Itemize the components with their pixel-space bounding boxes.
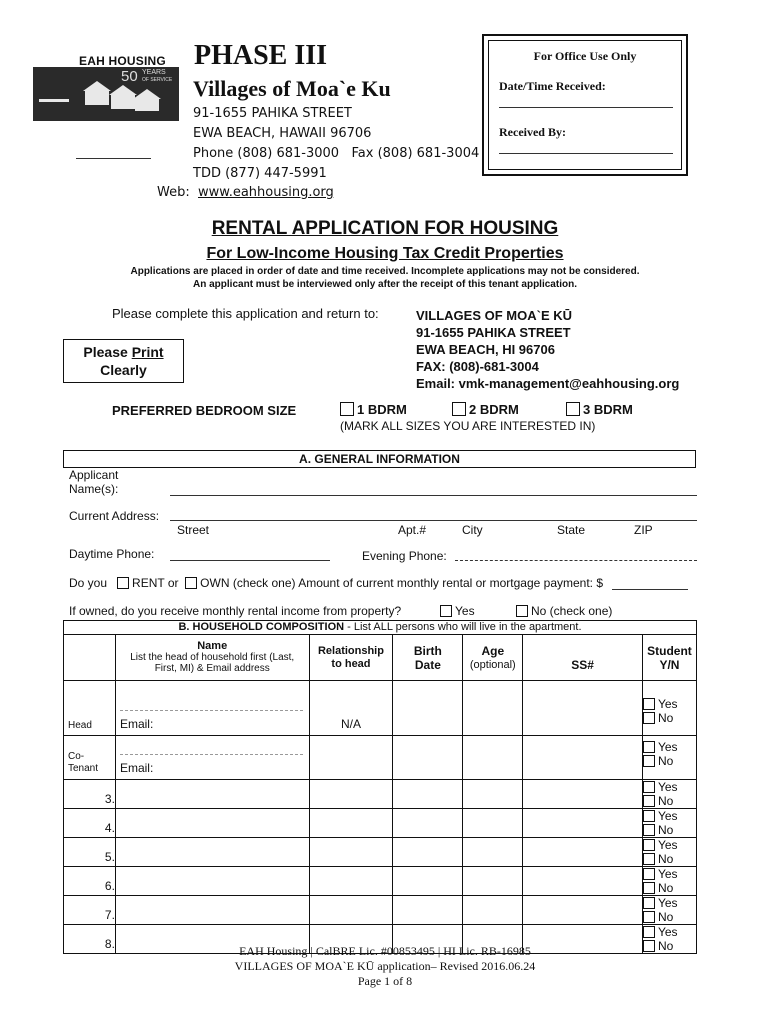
- bedroom-note: (MARK ALL SIZES YOU ARE INTERESTED IN): [340, 419, 596, 433]
- head-student-cell: [642, 681, 696, 736]
- rental-income-yes-checkbox[interactable]: [440, 605, 452, 617]
- return-city: EWA BEACH, HI 96706: [416, 342, 555, 357]
- row-cotenant-label: [64, 736, 116, 780]
- date-received-label: Date/Time Received:: [499, 79, 606, 93]
- member-student-cell: [642, 896, 696, 925]
- evening-phone-label: Evening Phone:: [362, 549, 447, 563]
- header-phone-line: [193, 146, 479, 161]
- member-ss-cell[interactable]: [523, 867, 643, 896]
- header-street: 91-1655 PAHIKA STREET: [193, 106, 352, 121]
- bedroom-2-option[interactable]: [452, 402, 519, 417]
- member-student-no[interactable]: [643, 794, 696, 808]
- member-no-label: No: [657, 881, 674, 895]
- member-no-checkbox[interactable]: [643, 882, 655, 894]
- footer-license: EAH Housing | CalBRE Lic. #00853495 | HI Lic. RB-16985: [239, 944, 531, 958]
- bedroom-3-label: 3 BDRM: [583, 402, 633, 417]
- applicant-names-label: [69, 468, 118, 496]
- member-student-no[interactable]: [643, 881, 696, 895]
- cotenant-name-cell[interactable]: [115, 736, 309, 780]
- member-name-cell[interactable]: [115, 867, 309, 896]
- member-name-cell[interactable]: [115, 896, 309, 925]
- member-birth-cell[interactable]: [393, 838, 463, 867]
- head-student-no[interactable]: [643, 711, 696, 725]
- web-link[interactable]: www.eahhousing.org: [198, 185, 334, 200]
- member-yes-label: Yes: [657, 925, 678, 939]
- date-received-field[interactable]: [499, 107, 673, 108]
- col-student-header: [642, 635, 696, 681]
- section-b-title: B. HOUSEHOLD COMPOSITION: [178, 621, 345, 633]
- footer-revision: VILLAGES OF MOA`E KŪ application– Revised 2016.06.24: [234, 959, 536, 973]
- member-relationship-cell[interactable]: [309, 780, 393, 809]
- co-label-2: Tenant: [68, 763, 99, 774]
- cotenant-birth-cell[interactable]: [393, 736, 463, 780]
- web-label: Web:: [157, 185, 190, 200]
- payment-amount-field[interactable]: [612, 589, 688, 590]
- footer: [0, 944, 770, 989]
- head-student-yes[interactable]: [643, 697, 696, 711]
- member-yes-checkbox[interactable]: [643, 810, 655, 822]
- member-relationship-cell[interactable]: [309, 896, 393, 925]
- member-ss-cell[interactable]: [523, 780, 643, 809]
- col-birth2: Date: [414, 657, 441, 672]
- rental-income-no[interactable]: [516, 604, 612, 618]
- member-student-cell: [642, 838, 696, 867]
- print-line-1-text: Please Print: [83, 344, 164, 360]
- member-no-checkbox[interactable]: [643, 824, 655, 836]
- member-ss-cell[interactable]: [523, 838, 643, 867]
- col-age2: (optional): [469, 658, 516, 671]
- household-row: [64, 896, 697, 925]
- do-you-label: Do you: [69, 576, 108, 590]
- member-student-cell: [642, 867, 696, 896]
- col-rel1: Relationship: [317, 644, 384, 657]
- bedroom-1-option[interactable]: [340, 402, 407, 417]
- rental-income-yes[interactable]: [440, 604, 475, 618]
- rent-label: RENT or: [132, 576, 179, 590]
- member-number-cell: 8.: [64, 925, 116, 954]
- member-yes-label: Yes: [657, 867, 678, 881]
- note-2: An applicant must be interviewed only after the receipt of this tenant application.: [193, 279, 577, 290]
- cotenant-student-cell: [642, 736, 696, 780]
- household-table: [63, 634, 697, 954]
- member-relationship-cell[interactable]: [309, 867, 393, 896]
- member-yes-checkbox[interactable]: [643, 839, 655, 851]
- member-student-no[interactable]: [643, 823, 696, 837]
- head-name-cell[interactable]: [115, 681, 309, 736]
- cotenant-no-checkbox[interactable]: [643, 755, 655, 767]
- member-student-cell: [642, 780, 696, 809]
- member-name-cell[interactable]: [115, 809, 309, 838]
- col-student2: Y/N: [659, 657, 680, 672]
- print-line-2: Clearly: [100, 362, 147, 378]
- member-relationship-cell[interactable]: [309, 809, 393, 838]
- address-label: Current Address:: [69, 509, 160, 523]
- city-caption: City: [462, 523, 483, 537]
- logo-years: [142, 69, 172, 84]
- col-student1: Student: [647, 643, 692, 658]
- member-birth-cell[interactable]: [393, 867, 463, 896]
- member-no-label: No: [657, 794, 674, 808]
- member-yes-label: Yes: [657, 896, 678, 910]
- eah-housing-logo: [33, 55, 179, 121]
- col-age-header: [463, 635, 523, 681]
- cotenant-yes-label: Yes: [657, 740, 678, 754]
- member-no-checkbox[interactable]: [643, 853, 655, 865]
- household-row-cotenant: [64, 736, 697, 780]
- return-name: VILLAGES OF MOA`E KŪ: [416, 308, 572, 323]
- applicant-names-field[interactable]: [170, 495, 697, 496]
- member-age-cell[interactable]: [463, 809, 523, 838]
- head-no-checkbox[interactable]: [643, 712, 655, 724]
- footer-page: Page 1 of 8: [357, 974, 413, 988]
- member-no-label: No: [657, 939, 674, 953]
- member-age-cell[interactable]: [463, 780, 523, 809]
- bedroom-3-option[interactable]: [566, 402, 633, 417]
- member-no-checkbox[interactable]: [643, 911, 655, 923]
- member-student-yes[interactable]: [643, 896, 696, 910]
- member-no-label: No: [657, 823, 674, 837]
- member-age-cell[interactable]: [463, 838, 523, 867]
- cotenant-yes-checkbox[interactable]: [643, 741, 655, 753]
- member-birth-cell[interactable]: [393, 809, 463, 838]
- member-no-checkbox[interactable]: [643, 795, 655, 807]
- member-no-label: No: [657, 852, 674, 866]
- member-age-cell[interactable]: [463, 867, 523, 896]
- member-yes-checkbox[interactable]: [643, 897, 655, 909]
- cotenant-student-yes[interactable]: [643, 740, 696, 754]
- member-birth-cell[interactable]: [393, 896, 463, 925]
- own-label: OWN (check one) Amount of current monthly rental or mortgage payment: $: [200, 576, 604, 590]
- phase-title: PHASE III: [194, 40, 328, 71]
- member-yes-label: Yes: [657, 838, 678, 852]
- member-ss-cell[interactable]: [523, 896, 643, 925]
- if-owned-question: If owned, do you receive monthly rental income from property?: [69, 604, 402, 618]
- member-number-cell: 6.: [64, 867, 116, 896]
- member-student-yes[interactable]: [643, 809, 696, 823]
- col-name-title: Name: [197, 640, 228, 652]
- logo-service-text: OF SERVICE: [142, 77, 173, 83]
- member-ss-cell[interactable]: [523, 809, 643, 838]
- logo-years-text: YEARS: [142, 69, 166, 76]
- household-row: [64, 867, 697, 896]
- member-number-cell: 5.: [64, 838, 116, 867]
- col-name-header: [115, 635, 309, 681]
- street-caption: Street: [177, 523, 210, 537]
- cotenant-email-label: Email:: [119, 761, 154, 775]
- household-header-row: [64, 635, 697, 681]
- member-student-no[interactable]: [643, 852, 696, 866]
- member-student-no[interactable]: [643, 910, 696, 924]
- head-email-label: Email:: [119, 717, 154, 731]
- head-ss-cell[interactable]: [523, 681, 643, 736]
- member-yes-label: Yes: [657, 780, 678, 794]
- col-age1: Age: [481, 643, 505, 658]
- header-tdd: TDD (877) 447-5991: [193, 166, 327, 181]
- cotenant-age-cell[interactable]: [463, 736, 523, 780]
- section-b-tail: - List ALL persons who will live in the apartment.: [344, 621, 582, 633]
- header-city: EWA BEACH, HAWAII 96706: [193, 126, 372, 141]
- col-name-sub1: List the head of household first (Last,: [130, 652, 295, 663]
- office-title: For Office Use Only: [533, 49, 637, 63]
- member-rows: [64, 780, 697, 954]
- rent-checkbox[interactable]: [117, 577, 129, 589]
- member-yes-checkbox[interactable]: [643, 868, 655, 880]
- member-yes-label: Yes: [657, 809, 678, 823]
- co-label-1: Co-: [68, 751, 85, 762]
- col-blank-header: [64, 635, 116, 681]
- col-rel2: to head: [331, 657, 371, 670]
- header-web-line: [157, 185, 334, 200]
- logo-50: 50: [121, 68, 138, 85]
- head-birth-cell[interactable]: [393, 681, 463, 736]
- head-no-label: No: [657, 711, 674, 725]
- sub-title: For Low-Income Housing Tax Credit Properties: [206, 245, 564, 262]
- evening-phone-field[interactable]: [455, 560, 697, 561]
- daytime-phone-field[interactable]: [170, 560, 330, 561]
- logo-underline: [76, 158, 151, 159]
- property-name: Villages of Moa`e Ku: [193, 76, 391, 101]
- member-student-cell: [642, 809, 696, 838]
- return-street: 91-1655 PAHIKA STREET: [416, 325, 571, 340]
- head-yes-label: Yes: [657, 697, 678, 711]
- cotenant-student-no[interactable]: [643, 754, 696, 768]
- section-b-header: [63, 620, 697, 635]
- col-birth1: Birth: [413, 643, 442, 658]
- member-number-cell: 4.: [64, 809, 116, 838]
- household-row-head: [64, 681, 697, 736]
- bedroom-2-checkbox[interactable]: [452, 402, 466, 416]
- head-relationship-cell: N/A: [309, 681, 393, 736]
- received-by-label: Received By:: [499, 125, 566, 139]
- cotenant-no-label: No: [657, 754, 674, 768]
- cotenant-relationship-cell[interactable]: [309, 736, 393, 780]
- main-title: RENTAL APPLICATION FOR HOUSING: [211, 218, 559, 239]
- bedroom-3-checkbox[interactable]: [566, 402, 580, 416]
- daytime-phone-label: Daytime Phone:: [69, 547, 155, 561]
- names-label: Name(s):: [69, 482, 119, 496]
- member-relationship-cell[interactable]: [309, 838, 393, 867]
- bedroom-1-label: 1 BDRM: [357, 402, 407, 417]
- member-student-yes[interactable]: [643, 867, 696, 881]
- bedroom-1-checkbox[interactable]: [340, 402, 354, 416]
- col-relationship-header: [309, 635, 393, 681]
- col-name-sub2: First, MI) & Email address: [154, 663, 270, 674]
- apt-caption: Apt.#: [398, 523, 427, 537]
- head-yes-checkbox[interactable]: [643, 698, 655, 710]
- member-birth-cell[interactable]: [393, 780, 463, 809]
- rental-income-no-checkbox[interactable]: [516, 605, 528, 617]
- applicant-label: Applicant: [69, 468, 119, 482]
- return-fax: FAX: (808)-681-3004: [416, 359, 539, 374]
- rent-own-line: [69, 576, 603, 590]
- state-caption: State: [557, 523, 586, 537]
- bedroom-2-label: 2 BDRM: [469, 402, 519, 417]
- member-student-yes[interactable]: [643, 925, 696, 939]
- bedroom-label: PREFERRED BEDROOM SIZE: [112, 403, 297, 418]
- member-age-cell[interactable]: [463, 896, 523, 925]
- cotenant-ss-cell[interactable]: [523, 736, 643, 780]
- member-yes-checkbox[interactable]: [643, 781, 655, 793]
- member-name-cell[interactable]: [115, 780, 309, 809]
- household-row: [64, 838, 697, 867]
- member-yes-checkbox[interactable]: [643, 926, 655, 938]
- print-line-1: [64, 343, 183, 361]
- rental-income-yes-label: Yes: [455, 604, 475, 618]
- member-student-yes[interactable]: [643, 780, 696, 794]
- received-by-field[interactable]: [499, 153, 673, 154]
- member-number-cell: 3.: [64, 780, 116, 809]
- header-fax: Fax (808) 681-3004: [351, 146, 480, 161]
- section-a-header: A. GENERAL INFORMATION: [63, 450, 696, 468]
- member-student-yes[interactable]: [643, 838, 696, 852]
- household-row: [64, 780, 697, 809]
- household-row: [64, 809, 697, 838]
- header-phone: Phone (808) 681-3000: [193, 146, 340, 161]
- col-birth-header: [393, 635, 463, 681]
- member-number-cell: 7.: [64, 896, 116, 925]
- own-checkbox[interactable]: [185, 577, 197, 589]
- print-clearly-box: [63, 339, 184, 383]
- note-1: Applications are placed in order of date and time received. Incomplete applications may not be considered.: [130, 266, 640, 277]
- member-no-label: No: [657, 910, 674, 924]
- cotenant-name-line[interactable]: [120, 754, 303, 755]
- row-head-label: Head: [64, 681, 116, 736]
- head-name-line[interactable]: [120, 710, 303, 711]
- address-field[interactable]: [170, 520, 697, 521]
- return-email: Email: vmk-management@eahhousing.org: [416, 376, 680, 391]
- rental-income-no-label: No (check one): [531, 604, 613, 618]
- return-address: [416, 307, 679, 392]
- head-age-cell[interactable]: [463, 681, 523, 736]
- logo-text: EAH HOUSING: [79, 55, 166, 68]
- zip-caption: ZIP: [634, 523, 653, 537]
- return-instruction: Please complete this application and return to:: [112, 306, 379, 321]
- office-use-box: [482, 34, 688, 176]
- member-name-cell[interactable]: [115, 838, 309, 867]
- col-ss-header: SS#: [523, 635, 643, 681]
- print-underlined: Print: [131, 344, 164, 360]
